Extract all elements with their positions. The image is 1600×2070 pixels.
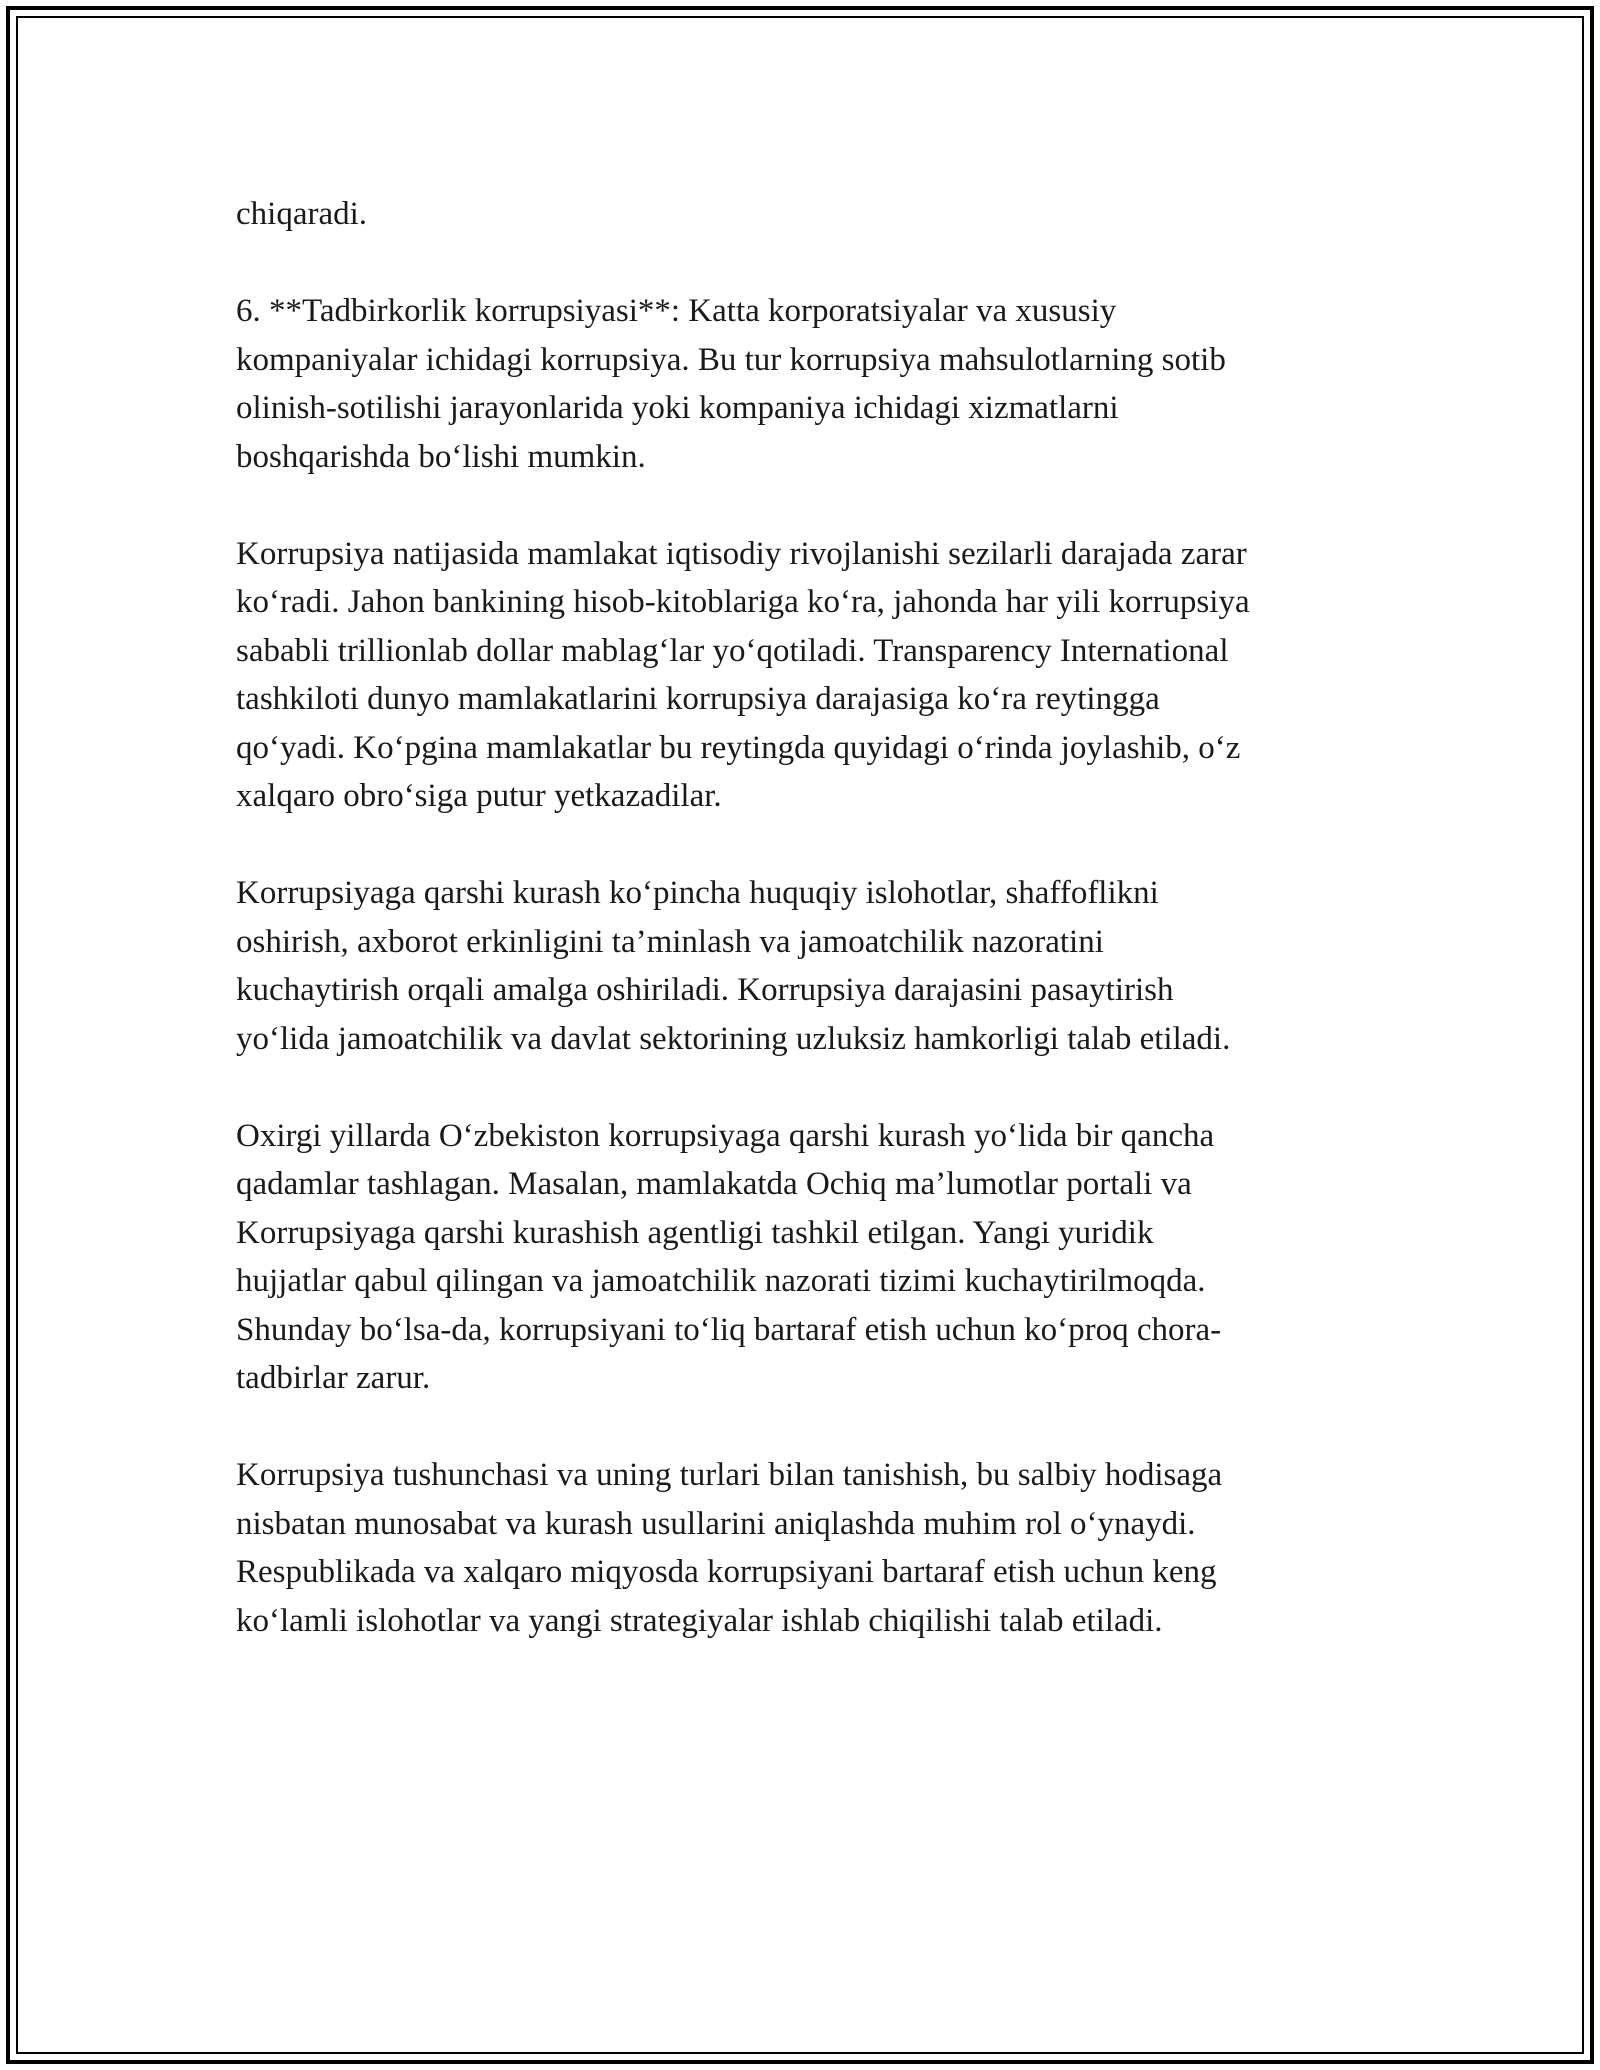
paragraph-anti-corruption-measures: Korrupsiyaga qarshi kurash ko‘pincha huquqiy islohotlar, shaffoflikni oshirish, axborot erkinligini ta’minlash va jamoatchilik nazoratini kuchaytirish orqali amalga oshiriladi. Korrupsiya darajasini pasaytirish yo‘lida jamoatchilik va davlat sektorining uzluksiz hamkorligi talab etiladi. <box>236 875 1231 1057</box>
document-body <box>236 190 1376 1694</box>
paragraph-conclusion: Korrupsiya tushunchasi va uning turlari bilan tanishish, bu salbiy hodisaga nisbatan munosabat va kurash usullarini aniqlashda muhim rol o‘ynaydi. Respublikada va xalqaro miqyosda korrupsiyani bartaraf etish uchun keng ko‘lamli islohotlar va yangi strategiyalar ishlab chiqilishi talab etiladi. <box>236 1457 1223 1639</box>
paragraph-business-corruption: 6. **Tadbirkorlik korrupsiyasi**: Katta korporatsiyalar va xususiy kompaniyalar ichidagi korrupsiya. Bu tur korrupsiya mahsulotlarning sotib olinish-sotilishi jarayonlarida yoki kompaniya ichidagi xizmatlarni boshqarishda bo‘lishi mumkin. <box>236 293 1226 475</box>
paragraph-continuation: chiqaradi. <box>236 196 368 232</box>
paragraph-uzbekistan-steps: Oxirgi yillarda O‘zbekiston korrupsiyaga qarshi kurash yo‘lida bir qancha qadamlar tashlagan. Masalan, mamlakatda Ochiq ma’lumotlar portali va Korrupsiyaga qarshi kurashish agentligi tashkil etilgan. Yangi yuridik hujjatlar qabul qilingan va jamoatchilik nazorati tizimi kuchaytirilmoqda. Shunday bo‘lsa-da, korrupsiyani to‘liq bartaraf etish uchun ko‘proq chora- tadbirlar zarur. <box>236 1117 1222 1396</box>
paragraph-economic-impact: Korrupsiya natijasida mamlakat iqtisodiy rivojlanishi sezilarli darajada zarar ko‘radi. Jahon bankining hisob-kitoblariga ko‘ra, jahonda har yili korrupsiya sababli trillionlab dollar mablag‘lar yo‘qotiladi. Transparency International tashkiloti dunyo mamlakatlarini korrupsiya darajasiga ko‘ra reytingga qo‘yadi. Ko‘pgina mamlakatlar bu reytingda quyidagi o‘rinda joylashib, o‘z xalqaro obro‘siga putur yetkazadilar. <box>236 535 1250 814</box>
